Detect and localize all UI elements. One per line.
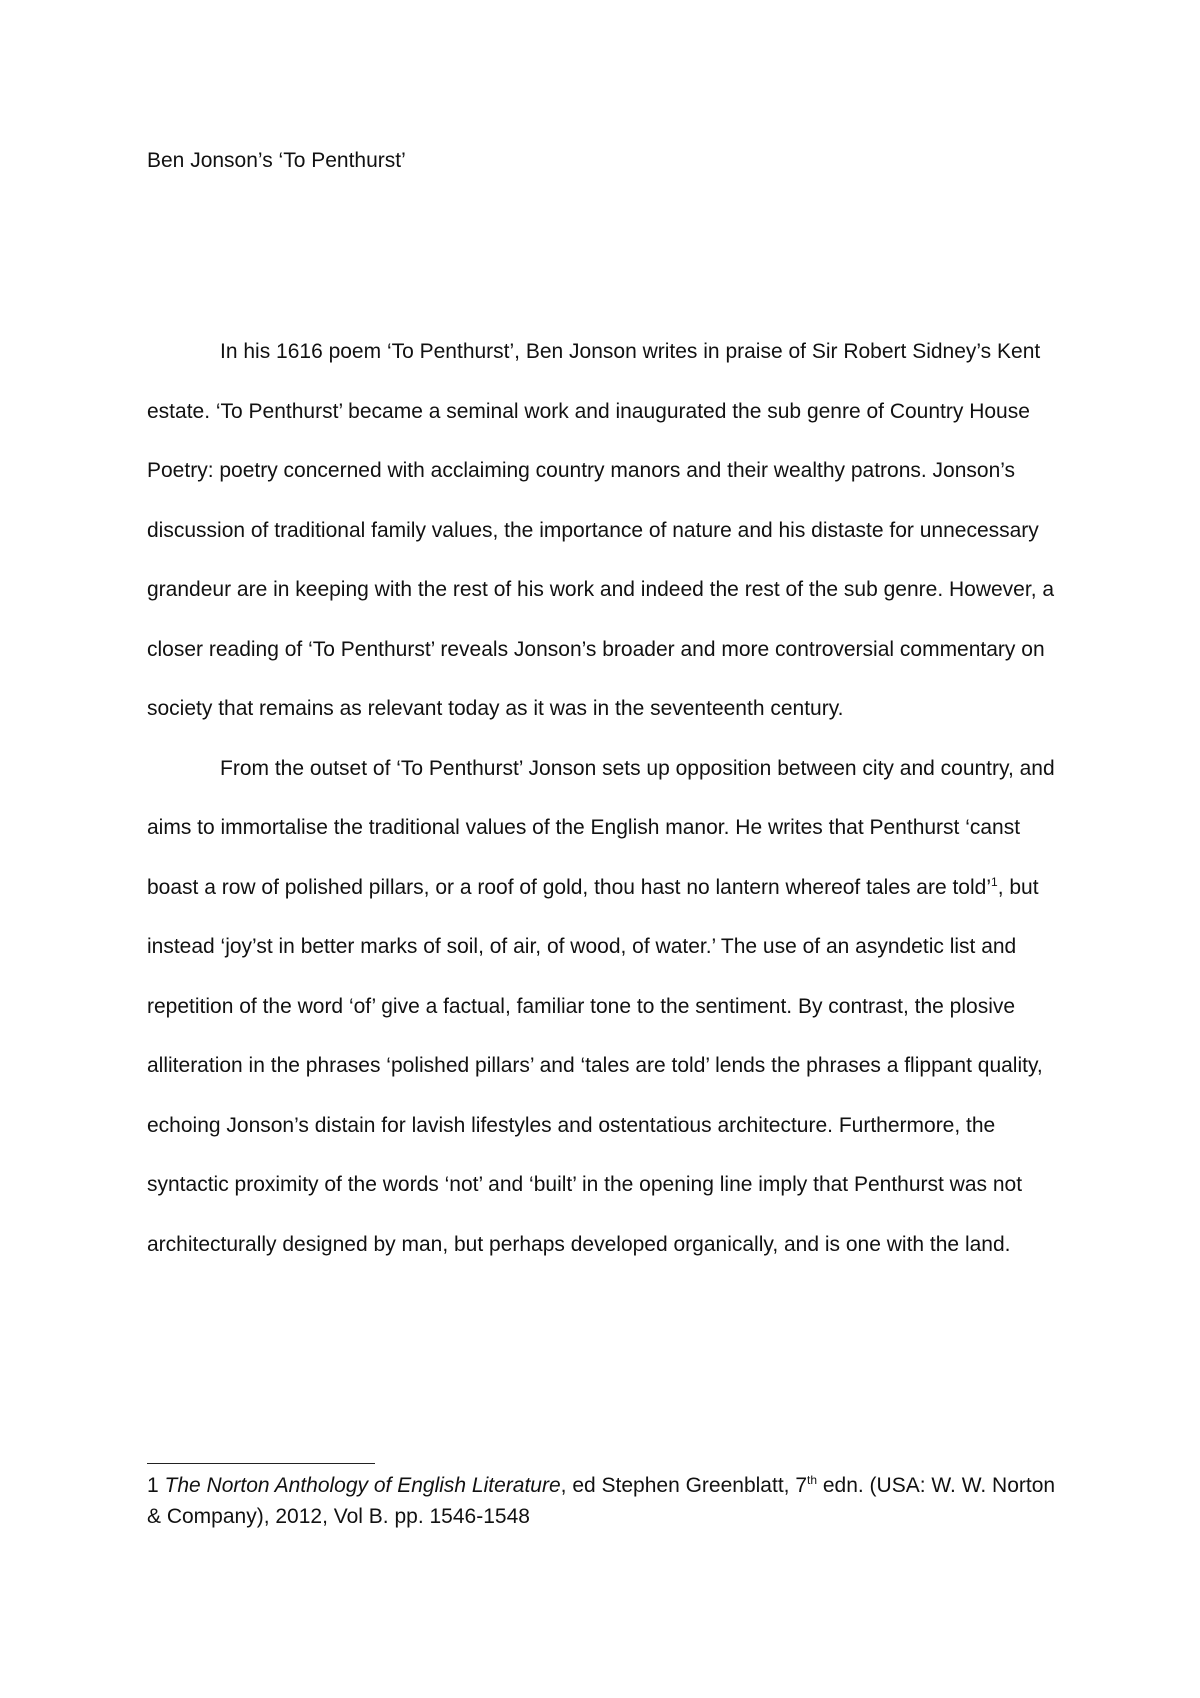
paragraph-1: In his 1616 poem ‘To Penthurst’, Ben Jonson writes in praise of Sir Robert Sidney’s Kent estate. ‘To Penthurst’ became a seminal work and inaugurated the sub genre of Country House Poetry: poetry concerned with acclaiming country manors and their wealthy patrons. Jonson’s discussion of traditional family values, the importance of nature and his distaste for unnecessary grandeur are in keeping with the rest of his work and indeed the rest of the sub genre. However, a closer reading of ‘To Penthurst’ reveals Jonson’s broader and more controversial commentary on society that remains as relevant today as it was in the seventeenth century. <box>147 340 1055 720</box>
paragraph-2 <box>147 739 1067 1275</box>
document-body <box>147 322 1067 1274</box>
footnote-number: 1 <box>147 1474 159 1497</box>
footnote-editor: , ed Stephen Greenblatt, 7 <box>560 1474 807 1497</box>
footnote-edition-superscript: th <box>807 1473 818 1487</box>
footnote-book-title: The Norton Anthology of English Literature <box>164 1474 561 1497</box>
paragraph-2-text-before-note: From the outset of ‘To Penthurst’ Jonson sets up opposition between city and country, and aims to immortalise the traditional values of the English manor. He writes that Penthurst ‘canst boast a row of polished pillars, or a roof of gold, thou hast no lantern whereof tales are told’ <box>147 756 1055 899</box>
footnote <box>147 1470 1067 1532</box>
footnote-reference: 1 <box>991 874 998 889</box>
document-title: Ben Jonson’s ‘To Penthurst’ <box>147 149 406 172</box>
footnote-separator <box>147 1463 375 1464</box>
footnote-citation-rest: edn. (USA: W. W. Norton & Company), 2012, Vol B. pp. 1546-1548 <box>147 1474 1056 1528</box>
paragraph-2-text-after-note: , but instead ‘joy’st in better marks of soil, of air, of wood, of water.’ The use of an asyndetic list and repetition of the word ‘of’ give a factual, familiar tone to the sentiment. By contrast, the plosive alliteration in the phrases ‘polished pillars’ and ‘tales are told’ lends the phrases a flippant quality, echoing Jonson’s distain for lavish lifestyles and ostentatious architecture. Furthermore, the syntactic proximity of the words ‘not’ and ‘built’ in the opening line imply that Penthurst was not architecturally designed by man, but perhaps developed organically, and is one with the land. <box>147 875 1043 1256</box>
